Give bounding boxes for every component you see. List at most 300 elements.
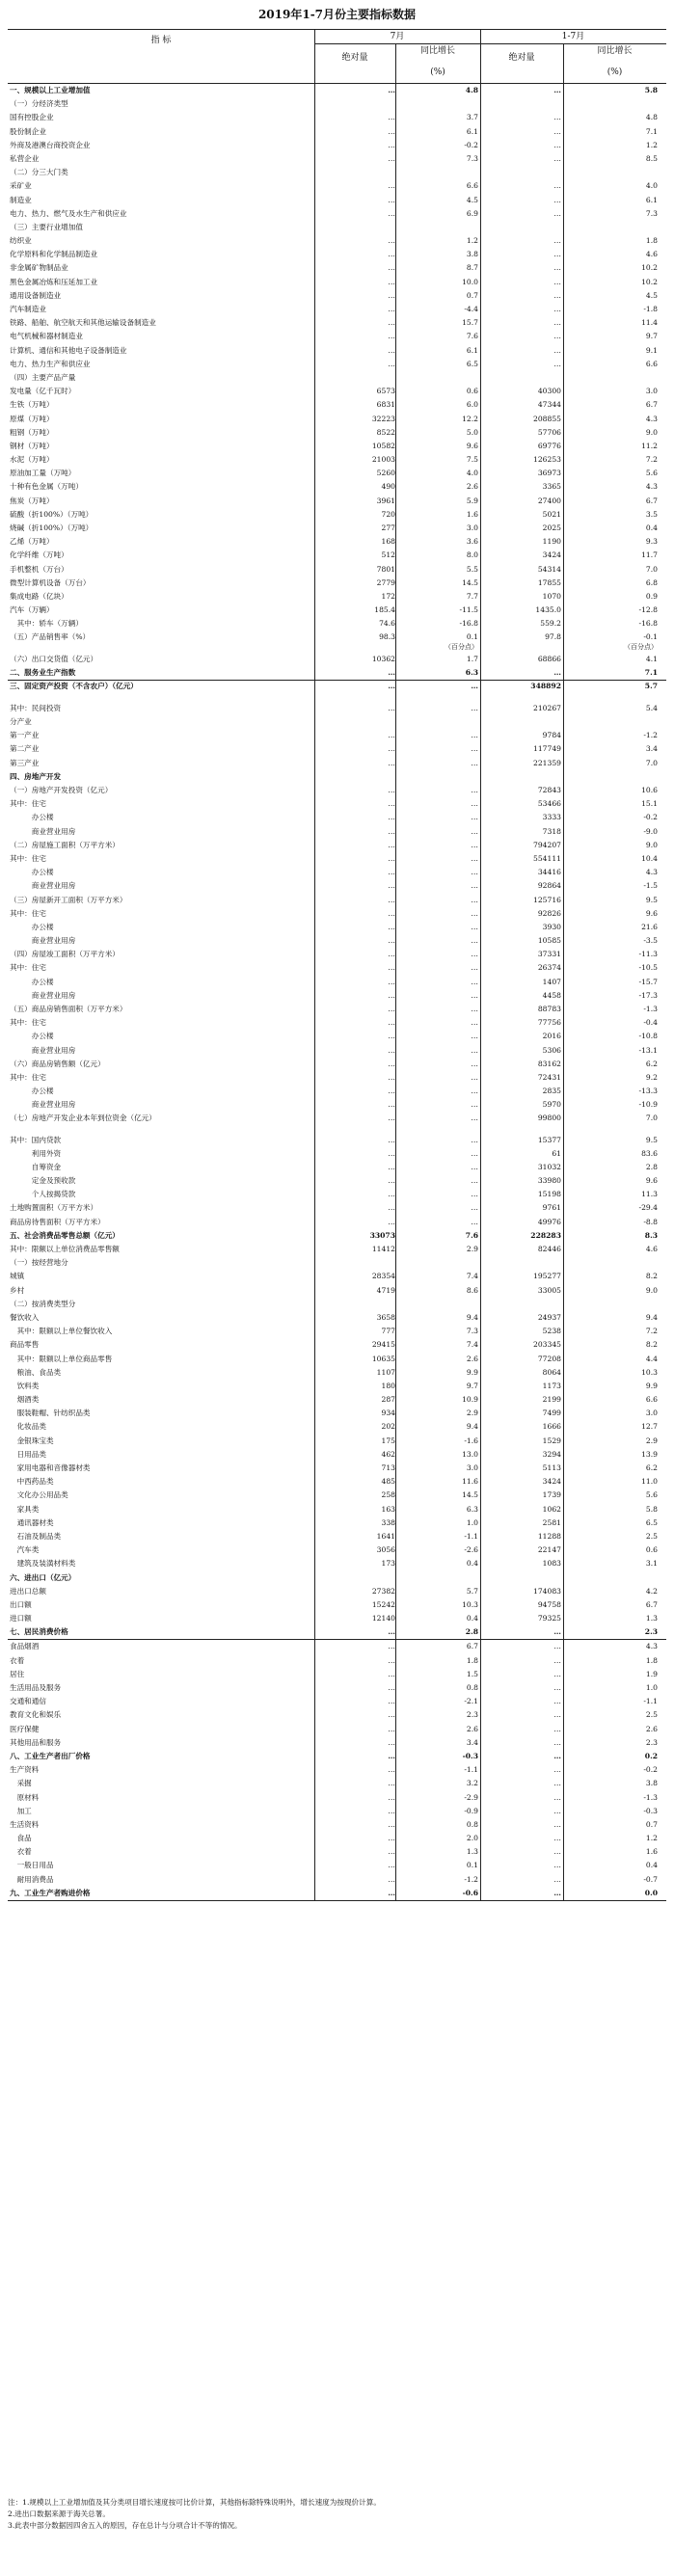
ytd-absolute: 7318 xyxy=(542,826,561,836)
july-absolute: … xyxy=(388,1059,395,1068)
july-absolute: … xyxy=(388,1669,395,1678)
row-label: （五）商品房销售面积（万平方米） xyxy=(10,1005,127,1013)
ytd-growth: 11.7 xyxy=(641,550,658,560)
ytd-growth: -0.4 xyxy=(643,1018,658,1028)
row-label: 化学原料和化学制品制造业 xyxy=(10,250,98,259)
ytd-absolute: 2199 xyxy=(542,1395,561,1405)
ytd-growth: 9.2 xyxy=(645,1072,658,1082)
ytd-growth: 2.9 xyxy=(645,1436,658,1445)
row-label: （三）主要行业增加值 xyxy=(10,222,83,231)
july-growth: … xyxy=(471,1113,478,1122)
row-label: 商业营业用房 xyxy=(10,881,76,891)
july-growth: … xyxy=(471,963,478,973)
row-label: 土地购置面积（万平方米） xyxy=(10,1203,98,1213)
ytd-absolute: 83162 xyxy=(537,1059,561,1068)
ytd-absolute: … xyxy=(553,345,561,355)
ytd-absolute: … xyxy=(553,1847,561,1857)
ytd-growth: 4.6 xyxy=(645,250,658,259)
ytd-absolute: 2016 xyxy=(542,1032,561,1041)
ytd-absolute: 36973 xyxy=(537,469,561,478)
ytd-absolute: 203345 xyxy=(533,1340,561,1350)
ytd-growth: 0.6 xyxy=(645,1545,658,1555)
ytd-absolute: 31032 xyxy=(537,1162,561,1171)
table-row xyxy=(8,1201,666,1215)
ytd-absolute: … xyxy=(553,140,561,149)
july-growth: … xyxy=(471,990,478,1000)
row-label: 其中：住宅 xyxy=(10,799,46,809)
ytd-growth: -12.8 xyxy=(638,605,658,615)
table-row xyxy=(8,1298,666,1311)
ytd-absolute: 1435.0 xyxy=(535,605,561,615)
july-absolute: … xyxy=(388,799,395,809)
table-row xyxy=(8,207,666,221)
row-label: 加工 xyxy=(10,1806,32,1815)
july-growth: -2.6 xyxy=(464,1545,478,1555)
row-label: 文化办公用品类 xyxy=(10,1490,68,1500)
ytd-growth: 4.1 xyxy=(645,654,658,663)
table-row xyxy=(8,1489,666,1502)
ytd-absolute: 53466 xyxy=(537,799,561,809)
row-label: 商业营业用房 xyxy=(10,1045,76,1055)
july-absolute: … xyxy=(388,936,395,946)
ytd-absolute: … xyxy=(553,1834,561,1843)
july-growth: 0.8 xyxy=(466,1683,478,1692)
table-row xyxy=(8,1030,666,1043)
footnote: 注：1.规模以上工业增加值及其分类项目增长速度按可比价计算，其他指标除特殊说明外，增长速度为按现价计算。 xyxy=(8,2498,381,2507)
ytd-growth: 12.7 xyxy=(641,1422,658,1432)
table-row xyxy=(8,577,666,590)
july-growth: … xyxy=(471,681,478,690)
ytd-growth: -0.3 xyxy=(643,1806,658,1815)
july-growth: 7.4 xyxy=(466,1340,478,1350)
row-label: 家用电器和音像器材类 xyxy=(10,1463,91,1472)
ytd-absolute: … xyxy=(553,1806,561,1815)
july-absolute: 338 xyxy=(381,1517,395,1527)
july-growth: -1.6 xyxy=(464,1436,478,1445)
ytd-growth: -0.7 xyxy=(643,1874,658,1884)
row-label: 其他用品和服务 xyxy=(10,1737,62,1747)
ytd-absolute: 174083 xyxy=(533,1586,561,1596)
row-label: 化妆品类 xyxy=(10,1422,46,1432)
july-growth: -2.9 xyxy=(464,1792,478,1802)
table-row xyxy=(8,825,666,839)
table-row xyxy=(8,1085,666,1098)
table-row xyxy=(8,729,666,742)
row-label: 四、房地产开发 xyxy=(10,771,62,781)
row-label: 七、居民消费价格 xyxy=(10,1627,68,1637)
ytd-absolute: 33980 xyxy=(537,1176,561,1186)
ytd-growth: 11.4 xyxy=(641,318,658,328)
july-absolute: … xyxy=(388,1627,395,1637)
july-growth: … xyxy=(471,786,478,794)
ytd-absolute: 3294 xyxy=(542,1449,561,1459)
row-label: 食品 xyxy=(10,1834,32,1843)
july-growth: 6.3 xyxy=(466,1504,478,1514)
july-absolute: … xyxy=(388,1217,395,1226)
ytd-growth: 5.8 xyxy=(644,86,658,94)
row-label: 三、固定资产投资（不含农户）（亿元） xyxy=(10,681,138,690)
july-absolute: … xyxy=(388,922,395,931)
ytd-growth: 5.8 xyxy=(645,1504,658,1514)
ytd-growth: 0.9 xyxy=(645,591,658,601)
table-row xyxy=(8,166,666,179)
table-row xyxy=(8,666,666,681)
ytd-absolute: 97.8 xyxy=(545,631,561,641)
july-absolute: … xyxy=(388,250,395,259)
row-label: 分产业 xyxy=(10,717,32,727)
july-growth: 1.3 xyxy=(466,1847,478,1857)
july-absolute: … xyxy=(388,681,395,690)
row-label: 个人按揭贷款 xyxy=(10,1190,76,1199)
ytd-growth: 13.9 xyxy=(641,1449,658,1459)
ytd-growth: 2.8 xyxy=(645,1162,658,1171)
table-row xyxy=(8,1435,666,1448)
ytd-growth: 8.5 xyxy=(645,153,658,163)
table-row xyxy=(8,1071,666,1085)
row-label: 乙烯（万吨） xyxy=(10,537,54,547)
ytd-growth: 2.3 xyxy=(644,1627,658,1637)
july-growth: … xyxy=(471,1005,478,1013)
july-growth: 9.4 xyxy=(466,1422,478,1432)
row-label: 其中：民间投资 xyxy=(10,703,62,712)
ytd-absolute: 82446 xyxy=(537,1245,561,1253)
row-label: 电气机械和器材制造业 xyxy=(10,332,83,341)
table-row xyxy=(8,453,666,467)
row-label: 通讯器材类 xyxy=(10,1517,54,1527)
table-row xyxy=(8,948,666,961)
july-growth: -4.4 xyxy=(464,305,478,313)
page-title: 2019年1-7月份主要指标数据 xyxy=(257,8,417,21)
ytd-absolute: 10585 xyxy=(537,936,561,946)
ytd-absolute: 92826 xyxy=(537,908,561,918)
table-row xyxy=(8,1818,666,1832)
july-absolute: … xyxy=(388,208,395,218)
ytd-absolute: 1666 xyxy=(542,1422,561,1432)
row-label: 化学纤维（万吨） xyxy=(10,550,68,560)
july-absolute: … xyxy=(388,126,395,136)
ytd-absolute: … xyxy=(553,1888,561,1897)
july-absolute: … xyxy=(388,1710,395,1720)
ytd-growth: 4.3 xyxy=(645,414,658,423)
row-label: 办公楼 xyxy=(10,868,54,877)
july-growth: 12.2 xyxy=(462,414,478,423)
table-row xyxy=(8,1161,666,1174)
july-growth: 5.0 xyxy=(466,427,478,437)
row-label: 八、工业生产者出厂价格 xyxy=(10,1751,91,1760)
row-label: 铁路、船舶、航空航天和其他运输设备制造业 xyxy=(10,318,156,328)
july-growth: 7.3 xyxy=(466,1327,478,1336)
july-growth: -0.3 xyxy=(462,1751,478,1760)
header-growth-2: 同比增长 (%) xyxy=(597,46,633,77)
row-label: 外商及港澳台商投资企业 xyxy=(10,140,91,149)
ytd-growth: 5.6 xyxy=(645,469,658,478)
ytd-growth: 7.3 xyxy=(645,208,658,218)
row-label: （五）产品销售率（%） xyxy=(10,631,91,641)
row-label: 一、规模以上工业增加值 xyxy=(10,86,91,94)
ytd-growth: 4.3 xyxy=(645,482,658,492)
row-label: 私营企业 xyxy=(10,153,40,163)
row-label: 衣着 xyxy=(10,1655,25,1665)
ytd-growth: 8.2 xyxy=(645,1272,658,1281)
july-absolute: … xyxy=(388,1847,395,1857)
ytd-absolute: 208855 xyxy=(533,414,561,423)
ytd-growth: 4.2 xyxy=(645,1586,658,1596)
ytd-absolute: 2025 xyxy=(542,523,561,532)
july-growth: 2.6 xyxy=(466,1354,478,1363)
ytd-growth: 6.7 xyxy=(645,496,658,505)
july-absolute: … xyxy=(388,195,395,204)
july-absolute: … xyxy=(388,1861,395,1870)
ytd-absolute: … xyxy=(553,236,561,246)
ytd-absolute: 72431 xyxy=(537,1072,561,1082)
ytd-absolute: … xyxy=(553,1669,561,1678)
ytd-growth: -9.0 xyxy=(643,826,658,836)
july-growth: 10.9 xyxy=(462,1395,478,1405)
ytd-growth: 0.7 xyxy=(645,1819,658,1829)
row-label: 商品房待售面积（万平方米） xyxy=(10,1217,105,1226)
july-absolute: … xyxy=(388,1203,395,1213)
ytd-absolute: 33005 xyxy=(537,1285,561,1295)
ytd-growth: 4.3 xyxy=(645,1642,658,1651)
july-absolute: … xyxy=(388,1135,395,1144)
ytd-absolute: … xyxy=(553,305,561,313)
ytd-absolute: 88783 xyxy=(537,1005,561,1013)
july-growth: … xyxy=(471,1148,478,1158)
ytd-absolute: 15377 xyxy=(537,1135,561,1144)
table-row xyxy=(8,535,666,549)
table-row xyxy=(8,480,666,494)
july-absolute: 10635 xyxy=(371,1354,395,1363)
july-absolute: 1641 xyxy=(376,1531,395,1541)
july-growth: -1.1 xyxy=(464,1765,478,1775)
table-row xyxy=(8,358,666,371)
ytd-growth: 6.6 xyxy=(645,1395,658,1405)
ytd-growth: 3.1 xyxy=(645,1559,658,1569)
july-absolute: … xyxy=(388,290,395,300)
july-growth: 3.0 xyxy=(466,523,478,532)
table-row xyxy=(8,1325,666,1338)
july-growth: 2.6 xyxy=(466,482,478,492)
ytd-growth: 7.0 xyxy=(645,1113,658,1122)
row-label: 微型计算机设备（万台） xyxy=(10,577,91,587)
ytd-growth: 6.7 xyxy=(645,1599,658,1609)
july-absolute: 28354 xyxy=(371,1272,395,1281)
july-absolute: 74.6 xyxy=(379,619,395,629)
ytd-growth: 9.0 xyxy=(645,840,658,849)
ytd-growth: -3.5 xyxy=(643,936,658,946)
row-label: 一般日用品 xyxy=(10,1861,54,1870)
row-label: 生活资料 xyxy=(10,1819,40,1829)
july-growth: 6.1 xyxy=(466,345,478,355)
ytd-growth: 15.1 xyxy=(641,799,658,809)
table-row xyxy=(8,1777,666,1790)
row-label: 焦炭（万吨） xyxy=(10,496,54,505)
july-absolute: 6573 xyxy=(376,387,395,396)
table-row xyxy=(8,1044,666,1058)
ytd-absolute: … xyxy=(553,153,561,163)
row-label: 第三产业 xyxy=(10,758,40,767)
ytd-absolute: 61 xyxy=(552,1148,561,1158)
july-growth: 0.1 （百分点） xyxy=(445,631,478,651)
ytd-absolute: … xyxy=(553,1819,561,1829)
july-growth: 4.8 xyxy=(465,86,478,94)
july-growth: 5.9 xyxy=(466,496,478,505)
ytd-growth: 4.3 xyxy=(645,868,658,877)
ytd-absolute: 348892 xyxy=(530,681,561,690)
july-growth: -0.2 xyxy=(464,140,478,149)
row-label: 水泥（万吨） xyxy=(10,455,54,465)
row-label: 汽车制造业 xyxy=(10,305,46,313)
ytd-absolute: … xyxy=(553,277,561,286)
row-label: 其中：住宅 xyxy=(10,1072,46,1082)
july-absolute: 185.4 xyxy=(374,605,395,615)
row-label: （一）按经营地分 xyxy=(10,1258,68,1268)
july-absolute: … xyxy=(388,1737,395,1747)
july-growth: 6.5 xyxy=(466,359,478,368)
july-absolute: … xyxy=(388,1888,395,1897)
ytd-absolute: 1190 xyxy=(542,537,561,547)
ytd-absolute: 27400 xyxy=(537,496,561,505)
ytd-absolute: 47344 xyxy=(537,400,561,410)
ytd-absolute: 125716 xyxy=(533,895,561,904)
july-absolute: … xyxy=(388,667,395,677)
table-row xyxy=(8,797,666,811)
row-label: 食品烟酒 xyxy=(10,1642,40,1651)
table-row xyxy=(8,248,666,261)
july-growth: 6.0 xyxy=(466,400,478,410)
july-growth: … xyxy=(471,1045,478,1055)
row-label: 服装鞋帽、针纺织品类 xyxy=(10,1409,91,1418)
row-label: 其中：轿车（万辆） xyxy=(10,619,83,629)
july-absolute: 277 xyxy=(381,523,395,532)
july-absolute: … xyxy=(388,1148,395,1158)
ytd-growth: -13.1 xyxy=(638,1045,658,1055)
july-absolute: … xyxy=(388,1018,395,1028)
ytd-growth: -1.3 xyxy=(643,1792,658,1802)
table-row xyxy=(8,440,666,453)
row-label: 商品零售 xyxy=(10,1340,40,1350)
table-row xyxy=(8,961,666,975)
july-absolute: … xyxy=(388,1100,395,1110)
table-row xyxy=(8,1284,666,1298)
ytd-growth: -0.1 （百分点） xyxy=(624,631,658,651)
july-growth: 6.9 xyxy=(466,208,478,218)
ytd-absolute: 2835 xyxy=(542,1087,561,1096)
july-growth: 7.5 xyxy=(466,455,478,465)
july-absolute: 3658 xyxy=(376,1312,395,1322)
row-label: 办公楼 xyxy=(10,1032,54,1041)
ytd-absolute: 126253 xyxy=(533,455,561,465)
july-absolute: 21003 xyxy=(371,455,395,465)
table-row xyxy=(8,681,666,702)
table-row xyxy=(8,1598,666,1612)
row-label: 其中：住宅 xyxy=(10,853,46,863)
row-label: 中西药品类 xyxy=(10,1477,54,1487)
table-row xyxy=(8,742,666,756)
table-row xyxy=(8,590,666,604)
ytd-absolute: 4458 xyxy=(542,990,561,1000)
table-row xyxy=(8,1845,666,1859)
row-label: 出口额 xyxy=(10,1599,32,1609)
ytd-absolute: 57706 xyxy=(537,427,561,437)
ytd-growth: -0.2 xyxy=(643,1765,658,1775)
row-label: 居住 xyxy=(10,1669,25,1678)
july-growth: … xyxy=(471,799,478,809)
ytd-growth: -29.4 xyxy=(638,1203,658,1213)
row-label: 发电量（亿千瓦时） xyxy=(10,387,76,396)
ytd-growth: 1.6 xyxy=(645,1847,658,1857)
july-growth: … xyxy=(471,1018,478,1028)
july-growth: -16.8 xyxy=(459,619,478,629)
july-growth: 1.8 xyxy=(466,1655,478,1665)
row-label: 计算机、通信和其他电子设备制造业 xyxy=(10,345,127,355)
table-row xyxy=(8,1640,666,1653)
table-row xyxy=(8,1859,666,1872)
table-row xyxy=(8,371,666,385)
july-growth: 2.0 xyxy=(466,1834,478,1843)
july-absolute: … xyxy=(388,86,395,94)
ytd-growth: -10.5 xyxy=(638,963,658,973)
table-header xyxy=(8,30,666,84)
table-row xyxy=(8,316,666,330)
ytd-growth: 7.1 xyxy=(645,126,658,136)
row-label: 汽车（万辆） xyxy=(10,605,54,615)
ytd-absolute: 5306 xyxy=(542,1045,561,1055)
stats-table xyxy=(8,29,666,1901)
july-absolute: … xyxy=(388,345,395,355)
row-label: 五、社会消费品零售总额（亿元） xyxy=(10,1230,120,1240)
ytd-absolute: … xyxy=(553,208,561,218)
july-absolute: 180 xyxy=(381,1381,395,1390)
july-growth: … xyxy=(471,1032,478,1041)
july-growth: 15.7 xyxy=(462,318,478,328)
ytd-absolute: … xyxy=(553,126,561,136)
table-row xyxy=(8,1708,666,1722)
ytd-growth: 10.2 xyxy=(641,263,658,273)
ytd-growth: 10.3 xyxy=(641,1367,658,1377)
row-label: 电力、热力、燃气及水生产和供应业 xyxy=(10,208,127,218)
july-absolute: 32223 xyxy=(371,414,395,423)
ytd-absolute: 210267 xyxy=(533,703,561,712)
row-label: （六）商品房销售额（亿元） xyxy=(10,1059,105,1068)
ytd-absolute: … xyxy=(553,318,561,328)
july-absolute: 7801 xyxy=(376,564,395,574)
ytd-growth: 0.2 xyxy=(644,1751,658,1760)
ytd-absolute: … xyxy=(553,1697,561,1706)
ytd-absolute: … xyxy=(553,1861,561,1870)
july-growth: … xyxy=(471,936,478,946)
row-label: 烧碱（折100%）（万吨） xyxy=(10,523,94,532)
july-absolute: … xyxy=(388,305,395,313)
row-label: 原材料 xyxy=(10,1792,40,1802)
ytd-growth: 0.0 xyxy=(644,1888,658,1897)
table-row xyxy=(8,1229,666,1243)
july-absolute: 15242 xyxy=(371,1599,395,1609)
july-growth: … xyxy=(471,922,478,931)
ytd-growth: 10.6 xyxy=(641,786,658,794)
july-growth: … xyxy=(471,895,478,904)
ytd-growth: 3.5 xyxy=(645,509,658,519)
july-growth: … xyxy=(471,1072,478,1082)
table-row xyxy=(8,221,666,234)
july-absolute: … xyxy=(388,113,395,122)
july-absolute: … xyxy=(388,990,395,1000)
july-growth: 9.9 xyxy=(466,1367,478,1377)
july-absolute: … xyxy=(388,1779,395,1788)
july-absolute: … xyxy=(388,332,395,341)
ytd-growth: -1.1 xyxy=(643,1697,658,1706)
july-absolute: 163 xyxy=(381,1504,395,1514)
